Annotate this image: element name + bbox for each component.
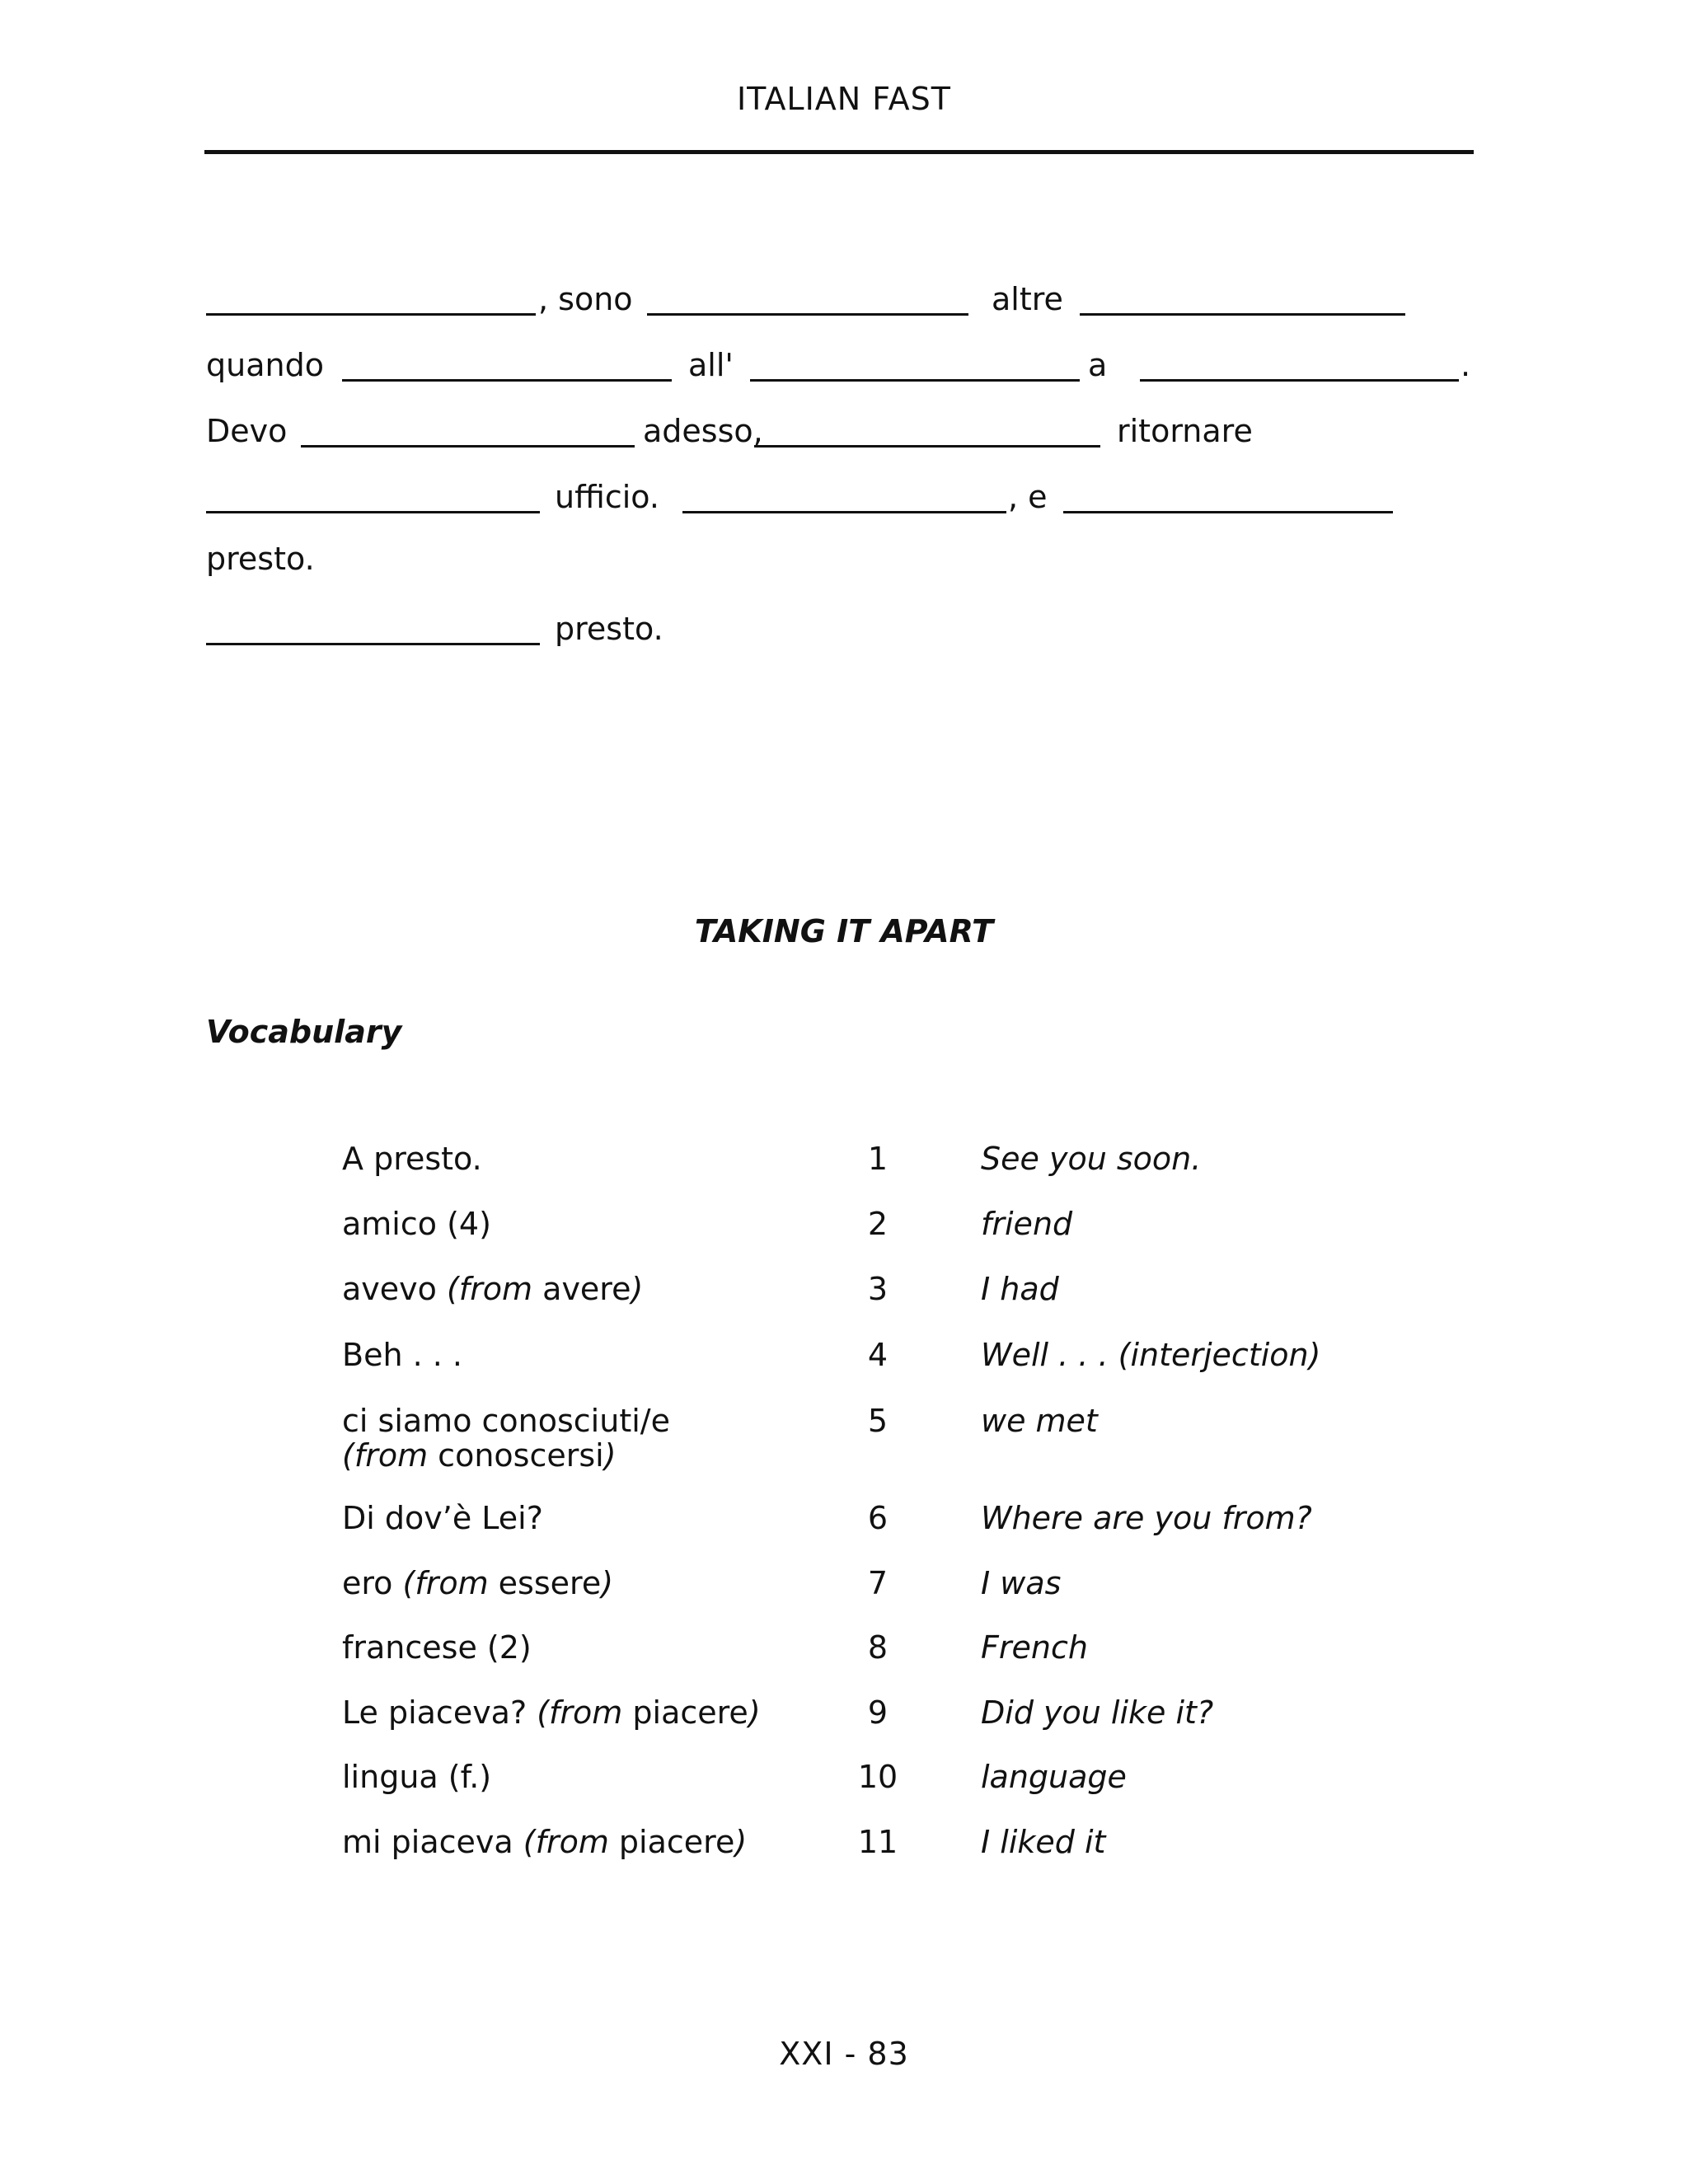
exercise-line-6 — [206, 606, 1492, 655]
vocab-translation: Well . . . (interjection) — [981, 1337, 1321, 1373]
vocab-translation: we met — [981, 1403, 1098, 1439]
vocab-number: 2 — [867, 1206, 889, 1242]
exercise-word: a — [1088, 347, 1108, 383]
exercise-word: altre — [992, 281, 1063, 317]
exercise-word: presto. — [206, 541, 315, 577]
vocabulary-heading: Vocabulary — [206, 1014, 402, 1050]
section-title: TAKING IT APART — [694, 913, 994, 949]
blank — [342, 379, 672, 382]
blank — [206, 643, 540, 645]
vocab-translation: language — [981, 1759, 1127, 1795]
exercise-word: . — [1461, 347, 1471, 383]
vocab-number: 7 — [867, 1565, 889, 1601]
vocab-term: Beh . . . — [342, 1337, 463, 1373]
header-rule — [204, 150, 1474, 154]
exercise-word: , sono — [538, 281, 633, 317]
vocab-term: Le piaceva? (from piacere) — [342, 1694, 761, 1731]
exercise-line-4 — [206, 474, 1492, 523]
vocab-number: 9 — [867, 1694, 889, 1731]
vocab-term: A presto. — [342, 1141, 482, 1177]
exercise-line-3 — [206, 408, 1492, 457]
exercise-word: , e — [1008, 479, 1048, 515]
blank — [682, 511, 1006, 513]
vocab-term: lingua (f.) — [342, 1759, 492, 1795]
exercise-word: all' — [688, 347, 734, 383]
vocab-number: 4 — [867, 1337, 889, 1373]
vocab-translation: French — [981, 1629, 1088, 1666]
vocab-term: avevo (from avere) — [342, 1271, 644, 1307]
vocab-translation: Did you like it? — [981, 1694, 1214, 1731]
exercise-word: ritornare — [1117, 413, 1253, 449]
vocab-translation: See you soon. — [981, 1141, 1202, 1177]
blank — [1080, 313, 1405, 316]
vocab-translation: friend — [981, 1206, 1073, 1242]
exercise-line-2 — [206, 342, 1492, 391]
vocab-term: Di dov’è Lei? — [342, 1500, 543, 1536]
blank — [206, 511, 540, 513]
blank — [1140, 379, 1459, 382]
vocab-number: 11 — [857, 1824, 898, 1860]
vocab-number: 8 — [867, 1629, 889, 1666]
blank — [1063, 511, 1393, 513]
vocab-number: 10 — [857, 1759, 898, 1795]
vocab-term: francese (2) — [342, 1629, 532, 1666]
vocab-term: amico (4) — [342, 1206, 491, 1242]
exercise-line-1 — [206, 276, 1492, 326]
vocab-number: 6 — [867, 1500, 889, 1536]
vocab-term: ero (from essere) — [342, 1565, 614, 1601]
page-number: XXI - 83 — [779, 2036, 909, 2072]
vocab-number: 3 — [867, 1271, 889, 1307]
exercise-line-5 — [206, 536, 1492, 585]
vocab-translation: I liked it — [981, 1824, 1106, 1860]
blank — [206, 313, 536, 316]
exercise-word: adesso, — [643, 413, 763, 449]
exercise-word: presto. — [555, 611, 663, 647]
blank — [750, 379, 1080, 382]
running-head: ITALIAN FAST — [736, 81, 952, 117]
vocab-translation: I had — [981, 1271, 1059, 1307]
exercise-word: Devo — [206, 413, 288, 449]
blank — [301, 445, 635, 448]
blank — [647, 313, 968, 316]
exercise-word: ufficio. — [555, 479, 659, 515]
vocab-number: 1 — [867, 1141, 889, 1177]
vocab-term: ci siamo conosciuti/e (from conoscersi) — [342, 1403, 670, 1474]
exercise-word: quando — [206, 347, 324, 383]
vocab-translation: Where are you from? — [981, 1500, 1312, 1536]
vocab-number: 5 — [867, 1403, 889, 1439]
vocab-term: mi piaceva (from piacere) — [342, 1824, 748, 1860]
vocab-translation: I was — [981, 1565, 1062, 1601]
blank — [754, 445, 1100, 448]
